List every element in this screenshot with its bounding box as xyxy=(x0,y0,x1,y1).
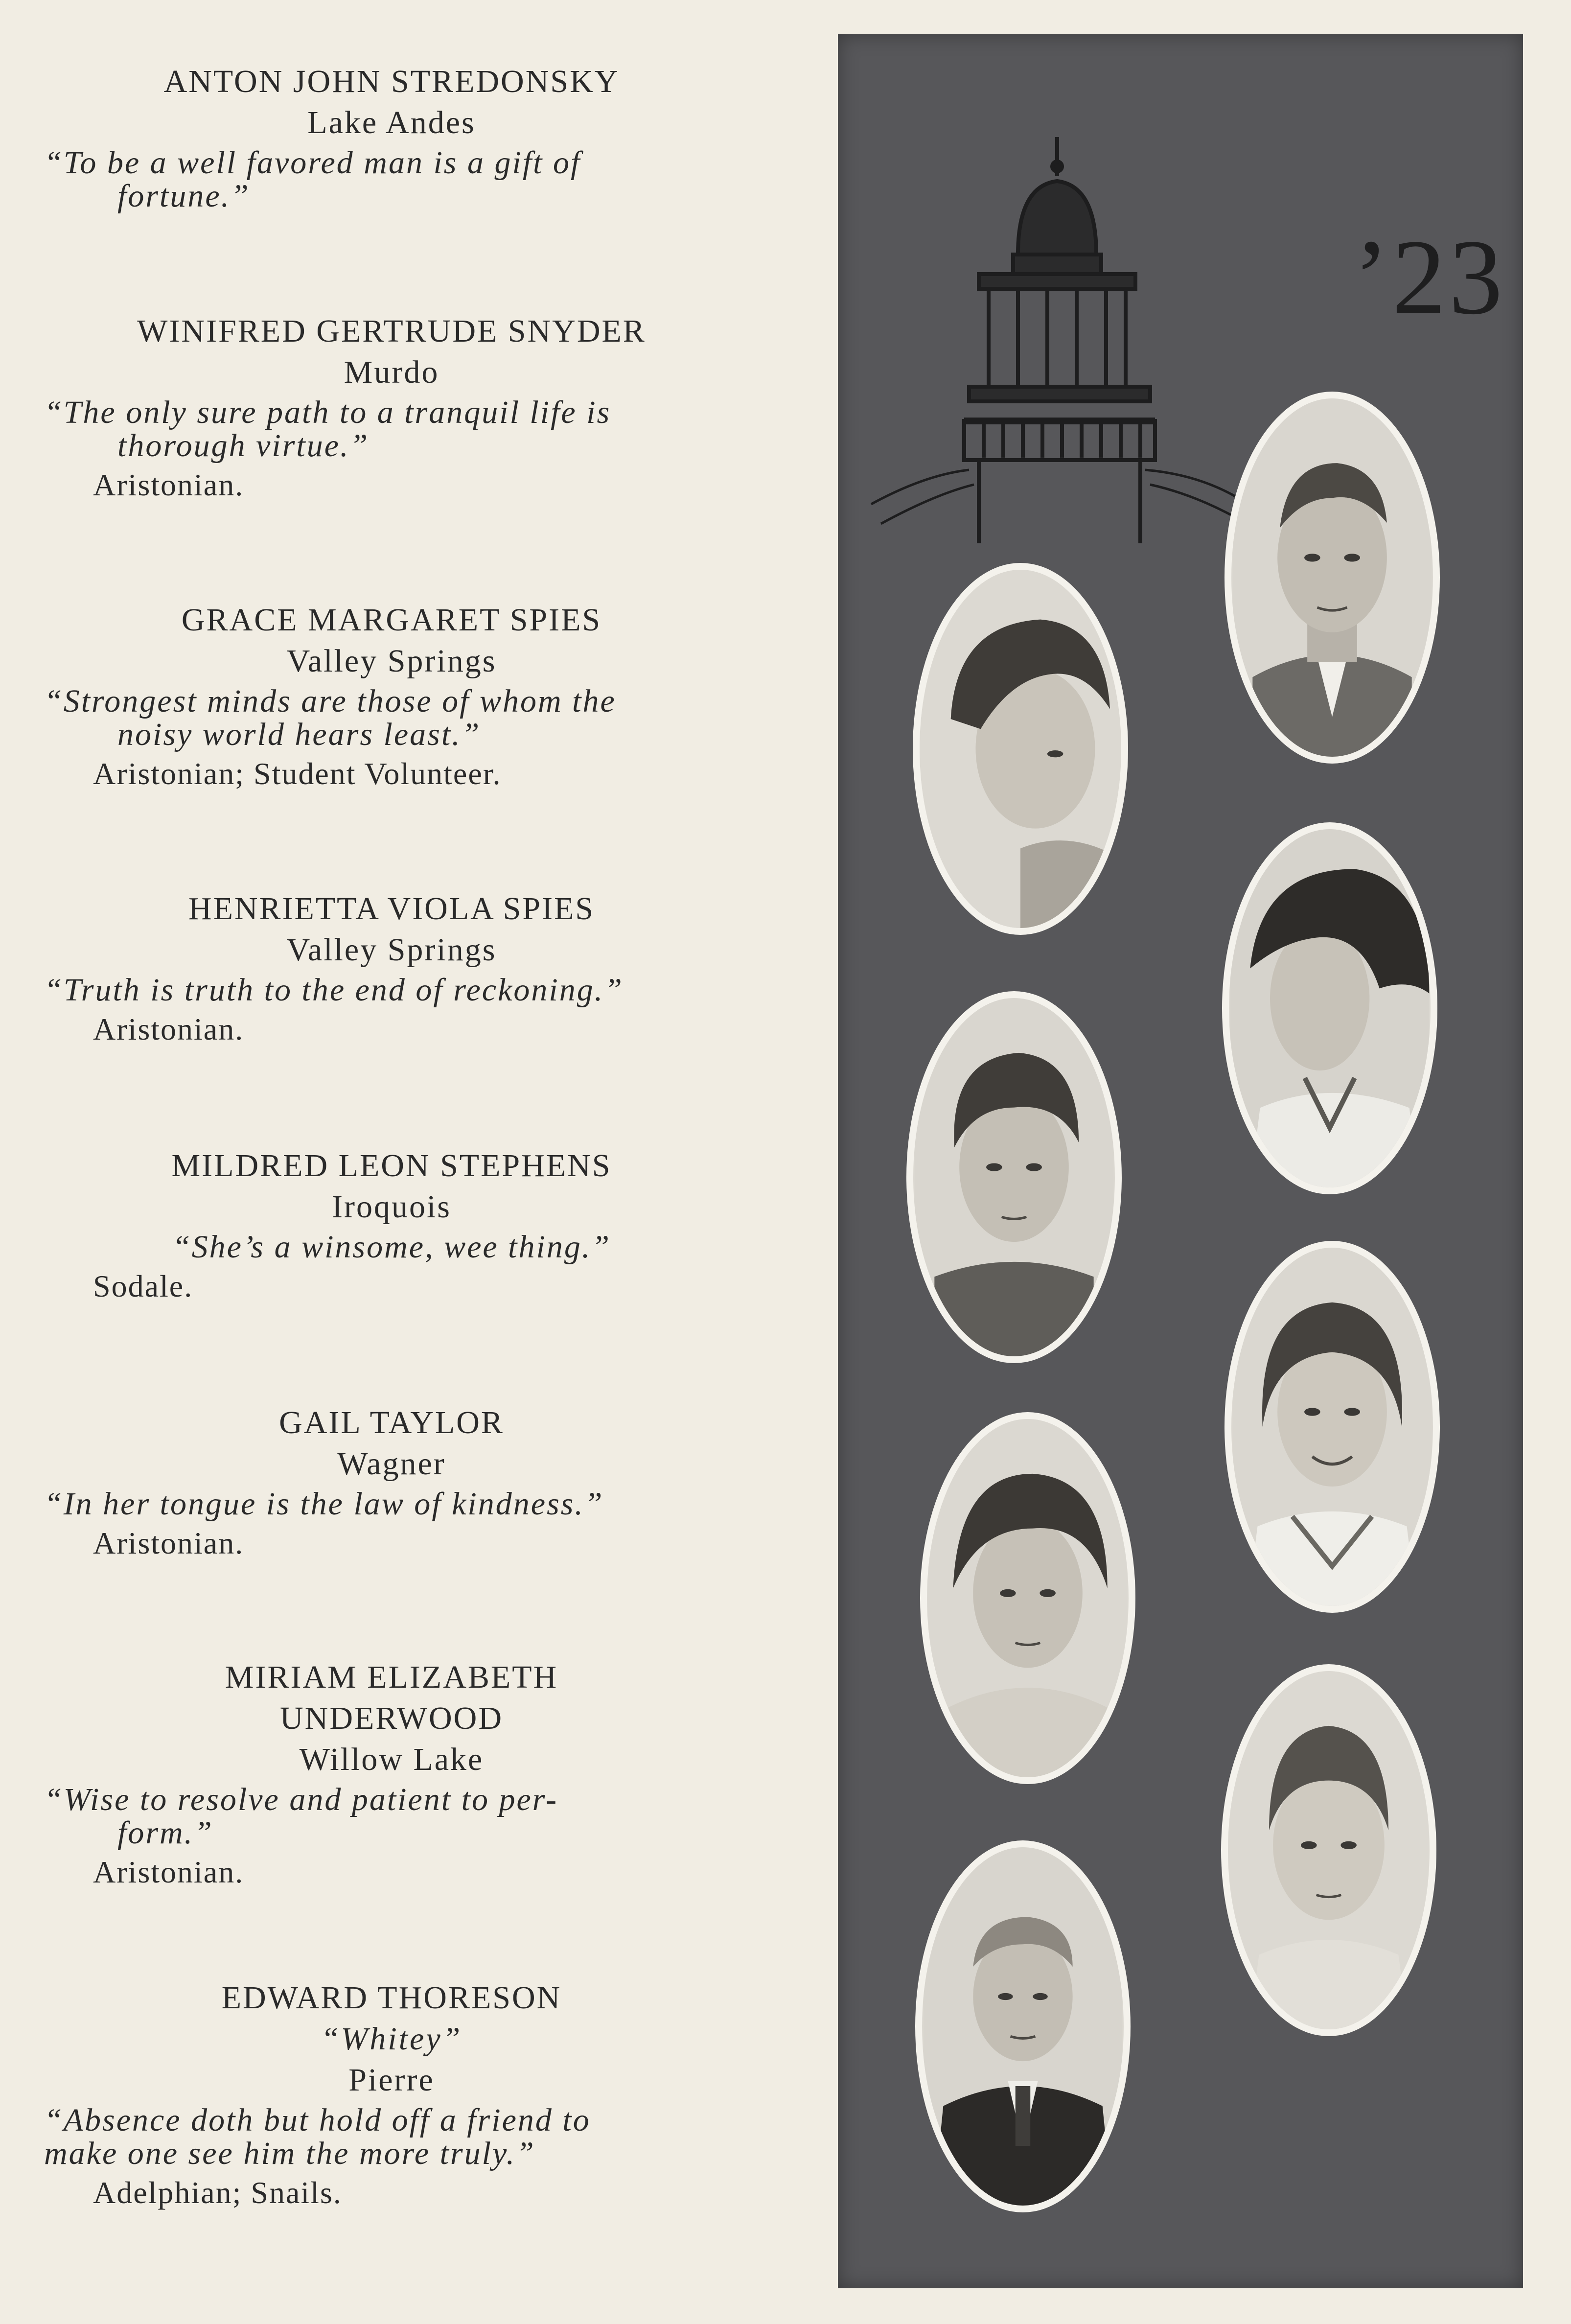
student-society: Aristonian; Student Volunteer. xyxy=(93,756,502,791)
portrait-6 xyxy=(920,1412,1135,1784)
woman-portrait-icon xyxy=(1228,1671,1430,2029)
student-name: EDWARD THORESON xyxy=(221,1980,562,2016)
portrait-7 xyxy=(1221,1664,1436,2036)
student-name: GAIL TAYLOR xyxy=(279,1405,504,1441)
student-name: HENRIETTA VIOLA SPIES xyxy=(188,891,595,927)
student-nickname: “Whitey” xyxy=(321,2021,462,2057)
entry-snyder xyxy=(44,311,739,506)
student-hometown: Valley Springs xyxy=(286,643,497,679)
woman-profile-portrait-icon xyxy=(1229,829,1431,1187)
student-name-line2: UNDERWOOD xyxy=(280,1700,503,1736)
student-quote: “Wise to resolve and patient to per- form.” xyxy=(44,1782,558,1851)
student-society: Adelphian; Snails. xyxy=(93,2175,342,2210)
portrait-3 xyxy=(1222,822,1437,1194)
entry-stredonsky xyxy=(44,61,739,213)
student-name: MILDRED LEON STEPHENS xyxy=(171,1148,612,1184)
student-name: WINIFRED GERTRUDE SNYDER xyxy=(137,313,646,349)
student-hometown: Iroquois xyxy=(332,1189,451,1225)
student-name: MIRIAM ELIZABETH xyxy=(225,1659,558,1695)
college-dome-illustration xyxy=(852,132,1253,543)
student-hometown: Willow Lake xyxy=(299,1742,484,1777)
entry-thoreson xyxy=(44,1977,739,2213)
woman-smiling-portrait-icon xyxy=(1231,1248,1433,1606)
student-society: Aristonian. xyxy=(93,1012,244,1046)
portrait-5 xyxy=(1224,1241,1440,1613)
student-hometown: Murdo xyxy=(344,354,439,390)
student-quote: “Truth is truth to the end of reckoning.” xyxy=(44,972,624,1008)
student-quote: “In her tongue is the law of kindness.” xyxy=(44,1486,604,1522)
student-hometown: Lake Andes xyxy=(307,105,476,140)
woman-portrait-icon xyxy=(913,998,1115,1356)
entry-grace-spies xyxy=(44,600,739,794)
portrait-8 xyxy=(915,1840,1131,2212)
class-year-label: ’23 xyxy=(1353,217,1506,337)
man-portrait-icon xyxy=(922,1847,1124,2206)
woman-portrait-icon xyxy=(920,570,1121,928)
entry-stephens xyxy=(44,1145,739,1307)
woman-portrait-icon xyxy=(927,1419,1129,1777)
portrait-4 xyxy=(906,991,1122,1363)
student-hometown: Wagner xyxy=(337,1446,446,1482)
student-society: Aristonian. xyxy=(93,467,244,502)
man-portrait-icon xyxy=(1231,398,1433,757)
student-quote: “The only sure path to a tranquil life is thorough virtue.” xyxy=(44,395,611,464)
student-society: Sodale. xyxy=(93,1269,193,1303)
student-quote: “She’s a winsome, wee thing.” xyxy=(172,1229,611,1265)
student-hometown: Pierre xyxy=(348,2062,435,2098)
student-name: ANTON JOHN STREDONSKY xyxy=(163,64,620,99)
entry-henrietta-spies xyxy=(44,888,739,1050)
entry-underwood xyxy=(44,1657,739,1893)
student-society: Aristonian. xyxy=(93,1855,244,1889)
student-hometown: Valley Springs xyxy=(286,932,497,968)
portrait-2 xyxy=(913,563,1128,935)
portrait-1 xyxy=(1224,392,1440,764)
student-name: GRACE MARGARET SPIES xyxy=(181,602,602,638)
student-quote: “Absence doth but hold off a friend to make one see him the more truly.” xyxy=(44,2102,591,2171)
student-society: Aristonian. xyxy=(93,1526,244,1560)
entry-taylor xyxy=(44,1402,739,1564)
student-quote: “To be a well favored man is a gift of fortune.” xyxy=(44,145,581,214)
student-quote: “Strongest minds are those of whom the noisy world hears least.” xyxy=(44,683,616,752)
